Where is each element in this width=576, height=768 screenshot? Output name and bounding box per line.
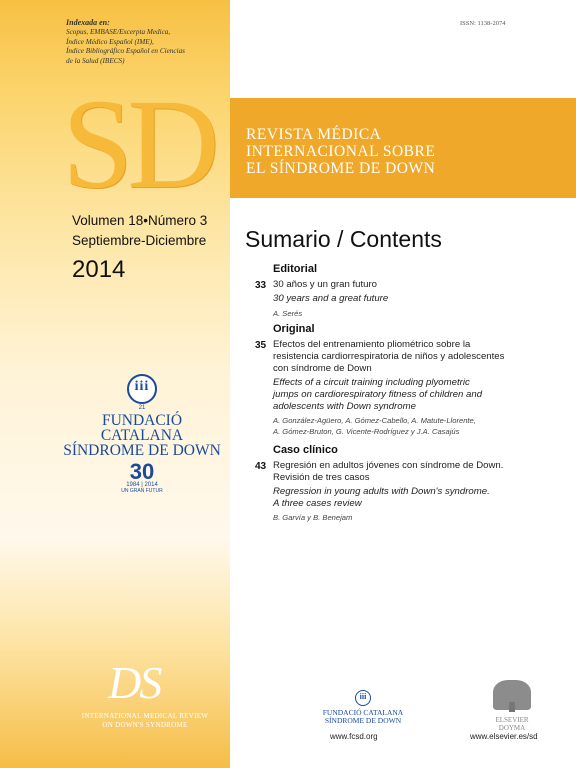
anniversary-years: 1984 | 2014 — [126, 482, 158, 488]
foundation-number: 21 — [138, 405, 146, 411]
elsevier-name: ELSEVIER DOYMA — [495, 716, 529, 732]
article-authors: A. Serés — [273, 309, 303, 318]
article-title-es: Regresión en adultos jóvenes con síndrome de Down. Revisión de tres casos — [273, 460, 504, 483]
indexed-line: de la Salud (IBECS) — [66, 56, 125, 65]
issn: ISSN: 1138-2074 — [460, 20, 506, 27]
indexed-line: Índice Médico Español (IME), — [66, 37, 154, 46]
footer-foundation-logo — [318, 690, 408, 725]
article-authors: A. González-Agüero, A. Gómez-Cabello, A. Matute-Llorente, A. Gómez-Bruton, G. Vicente-Rodríguez y J.A. Casajús — [273, 416, 476, 436]
issue-months: Septiembre-Diciembre — [72, 233, 207, 248]
article-title-en: 30 years and a great future — [273, 293, 389, 304]
journal-title-line: EL SÍNDROME DE DOWN — [246, 160, 436, 177]
journal-title-line: INTERNACIONAL SOBRE — [246, 143, 436, 160]
indexed-in-block — [66, 18, 226, 66]
article-authors: B. Garvía y B. Benejam — [273, 513, 353, 522]
ds-logo: DS — [108, 657, 161, 708]
foundation-url[interactable]: www.fcsd.org — [330, 732, 378, 741]
footer-foundation-name: FUNDACIÓ CATALANA SÍNDROME DE DOWN — [322, 708, 404, 725]
article-title-en: Effects of a circuit training including plyometric jumps on cardiorespiratory fitness of children and adolescents with Down syndrome — [273, 377, 483, 412]
issue-year: 2014 — [72, 256, 126, 283]
elsevier-url[interactable]: www.elsevier.es/sd — [470, 732, 538, 741]
elsevier-tree-icon — [493, 680, 531, 710]
article-title-en: Regression in young adults with Down's syndrome. A three cases review — [273, 486, 490, 509]
issue-volume: Volumen 18•Número 3 — [72, 213, 208, 228]
page-number: 33 — [255, 280, 267, 291]
article-title-es: 30 años y un gran futuro — [273, 279, 378, 290]
journal-title-line: REVISTA MÉDICA — [246, 126, 382, 143]
article-title-es: Efectos del entrenamiento pliométrico sobre la resistencia cardiorrespiratoria de niños y adolescentes con síndrome de Down — [273, 339, 505, 374]
sd-logo: SD — [62, 73, 214, 215]
foundation-logo — [62, 374, 222, 494]
anniversary-tagline: UN GRAN FUTUR — [121, 488, 163, 494]
foundation-name: FUNDACIÓ CATALANA SÍNDROME DE DOWN — [63, 412, 221, 459]
indexed-title: Indexada en: — [66, 18, 110, 27]
indexed-line: Índice Bibliográfico Español en Ciencias — [66, 47, 185, 56]
journal-english-title: INTERNATIONAL MEDICAL REVIEW ON DOWN'S SYNDROME — [81, 712, 209, 729]
page-number: 43 — [255, 461, 267, 472]
contents-title: Sumario / Contents — [245, 226, 442, 252]
section-heading: Editorial — [273, 263, 318, 275]
anniversary-number: 30 — [129, 459, 155, 484]
section-heading: Caso clínico — [273, 444, 338, 456]
journal-title — [246, 126, 576, 177]
page-number: 35 — [255, 340, 267, 351]
foundation-mark-icon: iii — [355, 690, 371, 706]
section-heading: Original — [273, 323, 315, 335]
foundation-mark-icon: iii — [127, 374, 157, 404]
indexed-line: Scopus, EMBASE/Excerpta Medica, — [66, 28, 171, 37]
elsevier-logo — [484, 680, 540, 732]
